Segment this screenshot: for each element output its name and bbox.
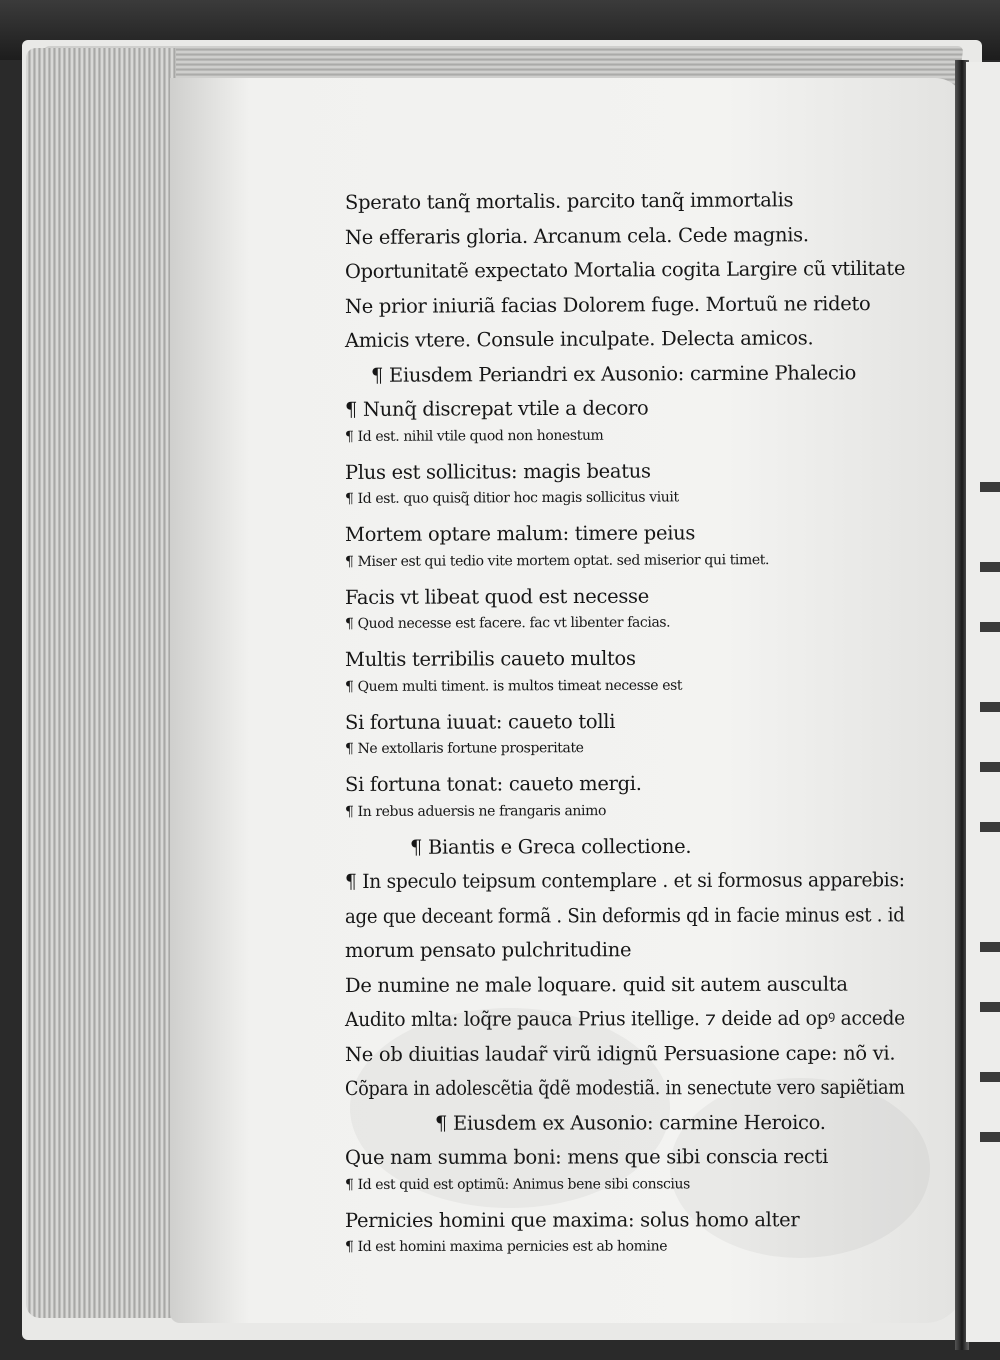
facing-page-type: [980, 1132, 1000, 1142]
text-line: age que deceant formã . Sin deformis qd in facie minus est . id: [344, 902, 905, 928]
line-spacer: [345, 1256, 905, 1266]
text-line: Ne ob diuitias laudar̃ virũ idignũ Persuasione cape: nõ vi.: [344, 1041, 896, 1066]
text-line: Sperato tanq̃ mortalis. parcito tanq̃ immortalis: [344, 188, 794, 214]
gloss-line: ¶ Miser est qui tedio vite mortem optat. sed miserior qui timet.: [344, 551, 770, 570]
facing-page-type: [980, 822, 1000, 832]
rubric-heading: ¶ Biantis e Greca collectione.: [409, 834, 692, 859]
text-line: Mortem optare malum: timere peius: [344, 521, 696, 546]
gloss-line: ¶ Id est. nihil vtile quod non honestum: [344, 427, 604, 445]
gloss-line: ¶ Id est quid est optimũ: Animus bene sibi conscius: [344, 1175, 690, 1193]
text-line: Multis terribilis caueto multos: [344, 646, 636, 671]
facing-page-type: [980, 702, 1000, 712]
facing-page-type: [980, 1002, 1000, 1012]
page-edges-side: [26, 48, 176, 1318]
text-line: Amicis vtere. Consule inculpate. Delecta amicos.: [344, 326, 814, 352]
text-line: Si fortuna iuuat: caueto tolli: [344, 709, 616, 734]
text-line: ¶ Nunq̃ discrepat vtile a decoro: [344, 396, 649, 421]
text-line: Que nam summa boni: mens que sibi conscia recti: [344, 1145, 829, 1169]
text-line: ¶ In speculo teipsum contemplare . et si formosus apparebis:: [344, 868, 905, 893]
rubric-heading: ¶ Eiusdem ex Ausonio: carmine Heroico.: [434, 1110, 826, 1135]
gloss-line: ¶ Quem multi timent. is multos timeat necesse est: [344, 677, 683, 695]
gloss-line: ¶ Id est homini maxima pernicies est ab homine: [344, 1238, 668, 1255]
facing-page-type: [980, 482, 1000, 492]
text-line: Ne efferaris gloria. Arcanum cela. Cede magnis.: [344, 222, 809, 249]
text-line: Si fortuna tonat: caueto mergi.: [344, 771, 642, 796]
gloss-line: ¶ Ne extollaris fortune prosperitate: [344, 740, 584, 757]
text-line: Ne prior iniuriã facias Dolorem fuge. Mortuũ ne rideto: [344, 291, 871, 318]
facing-page-type: [980, 762, 1000, 772]
rubric-heading: ¶ Eiusdem Periandri ex Ausonio: carmine Phalecio: [370, 360, 857, 387]
facing-page-type: [980, 942, 1000, 952]
page-text-block: [345, 186, 905, 1266]
text-line: Oportunitatẽ expectato Mortalia cogita Largire cũ vtilitate: [344, 256, 906, 283]
facing-page-type: [980, 562, 1000, 572]
facing-page-type: [980, 622, 1000, 632]
gloss-line: ¶ In rebus aduersis ne frangaris animo: [344, 802, 607, 820]
text-line: Plus est sollicitus: magis beatus: [344, 458, 651, 484]
text-line: Pernicies homini que maxima: solus homo alter: [344, 1207, 800, 1232]
facing-page-type: [980, 1072, 1000, 1082]
text-line: Cõpara in adolescẽtia q̃dẽ modestiã. in senectute vero sapiẽtiam: [344, 1075, 905, 1100]
text-line: Facis vt libeat quod est necesse: [344, 584, 650, 609]
text-line: morum pensato pulchritudine: [344, 938, 632, 962]
line-spacer: [345, 1194, 905, 1204]
text-line: Audito mlta: loq̃re pauca Prius itellige. ⁊ deide ad opꝰ accede: [344, 1006, 905, 1031]
facing-page-edge: [966, 62, 1000, 1342]
gloss-line: ¶ Id est. quo quisq̃ ditior hoc magis sollicitus viuit: [344, 489, 679, 507]
text-line: De numine ne male loquare. quid sit autem ausculta: [344, 972, 848, 997]
gloss-line: ¶ Quod necesse est facere. fac vt libenter facias.: [344, 614, 671, 632]
